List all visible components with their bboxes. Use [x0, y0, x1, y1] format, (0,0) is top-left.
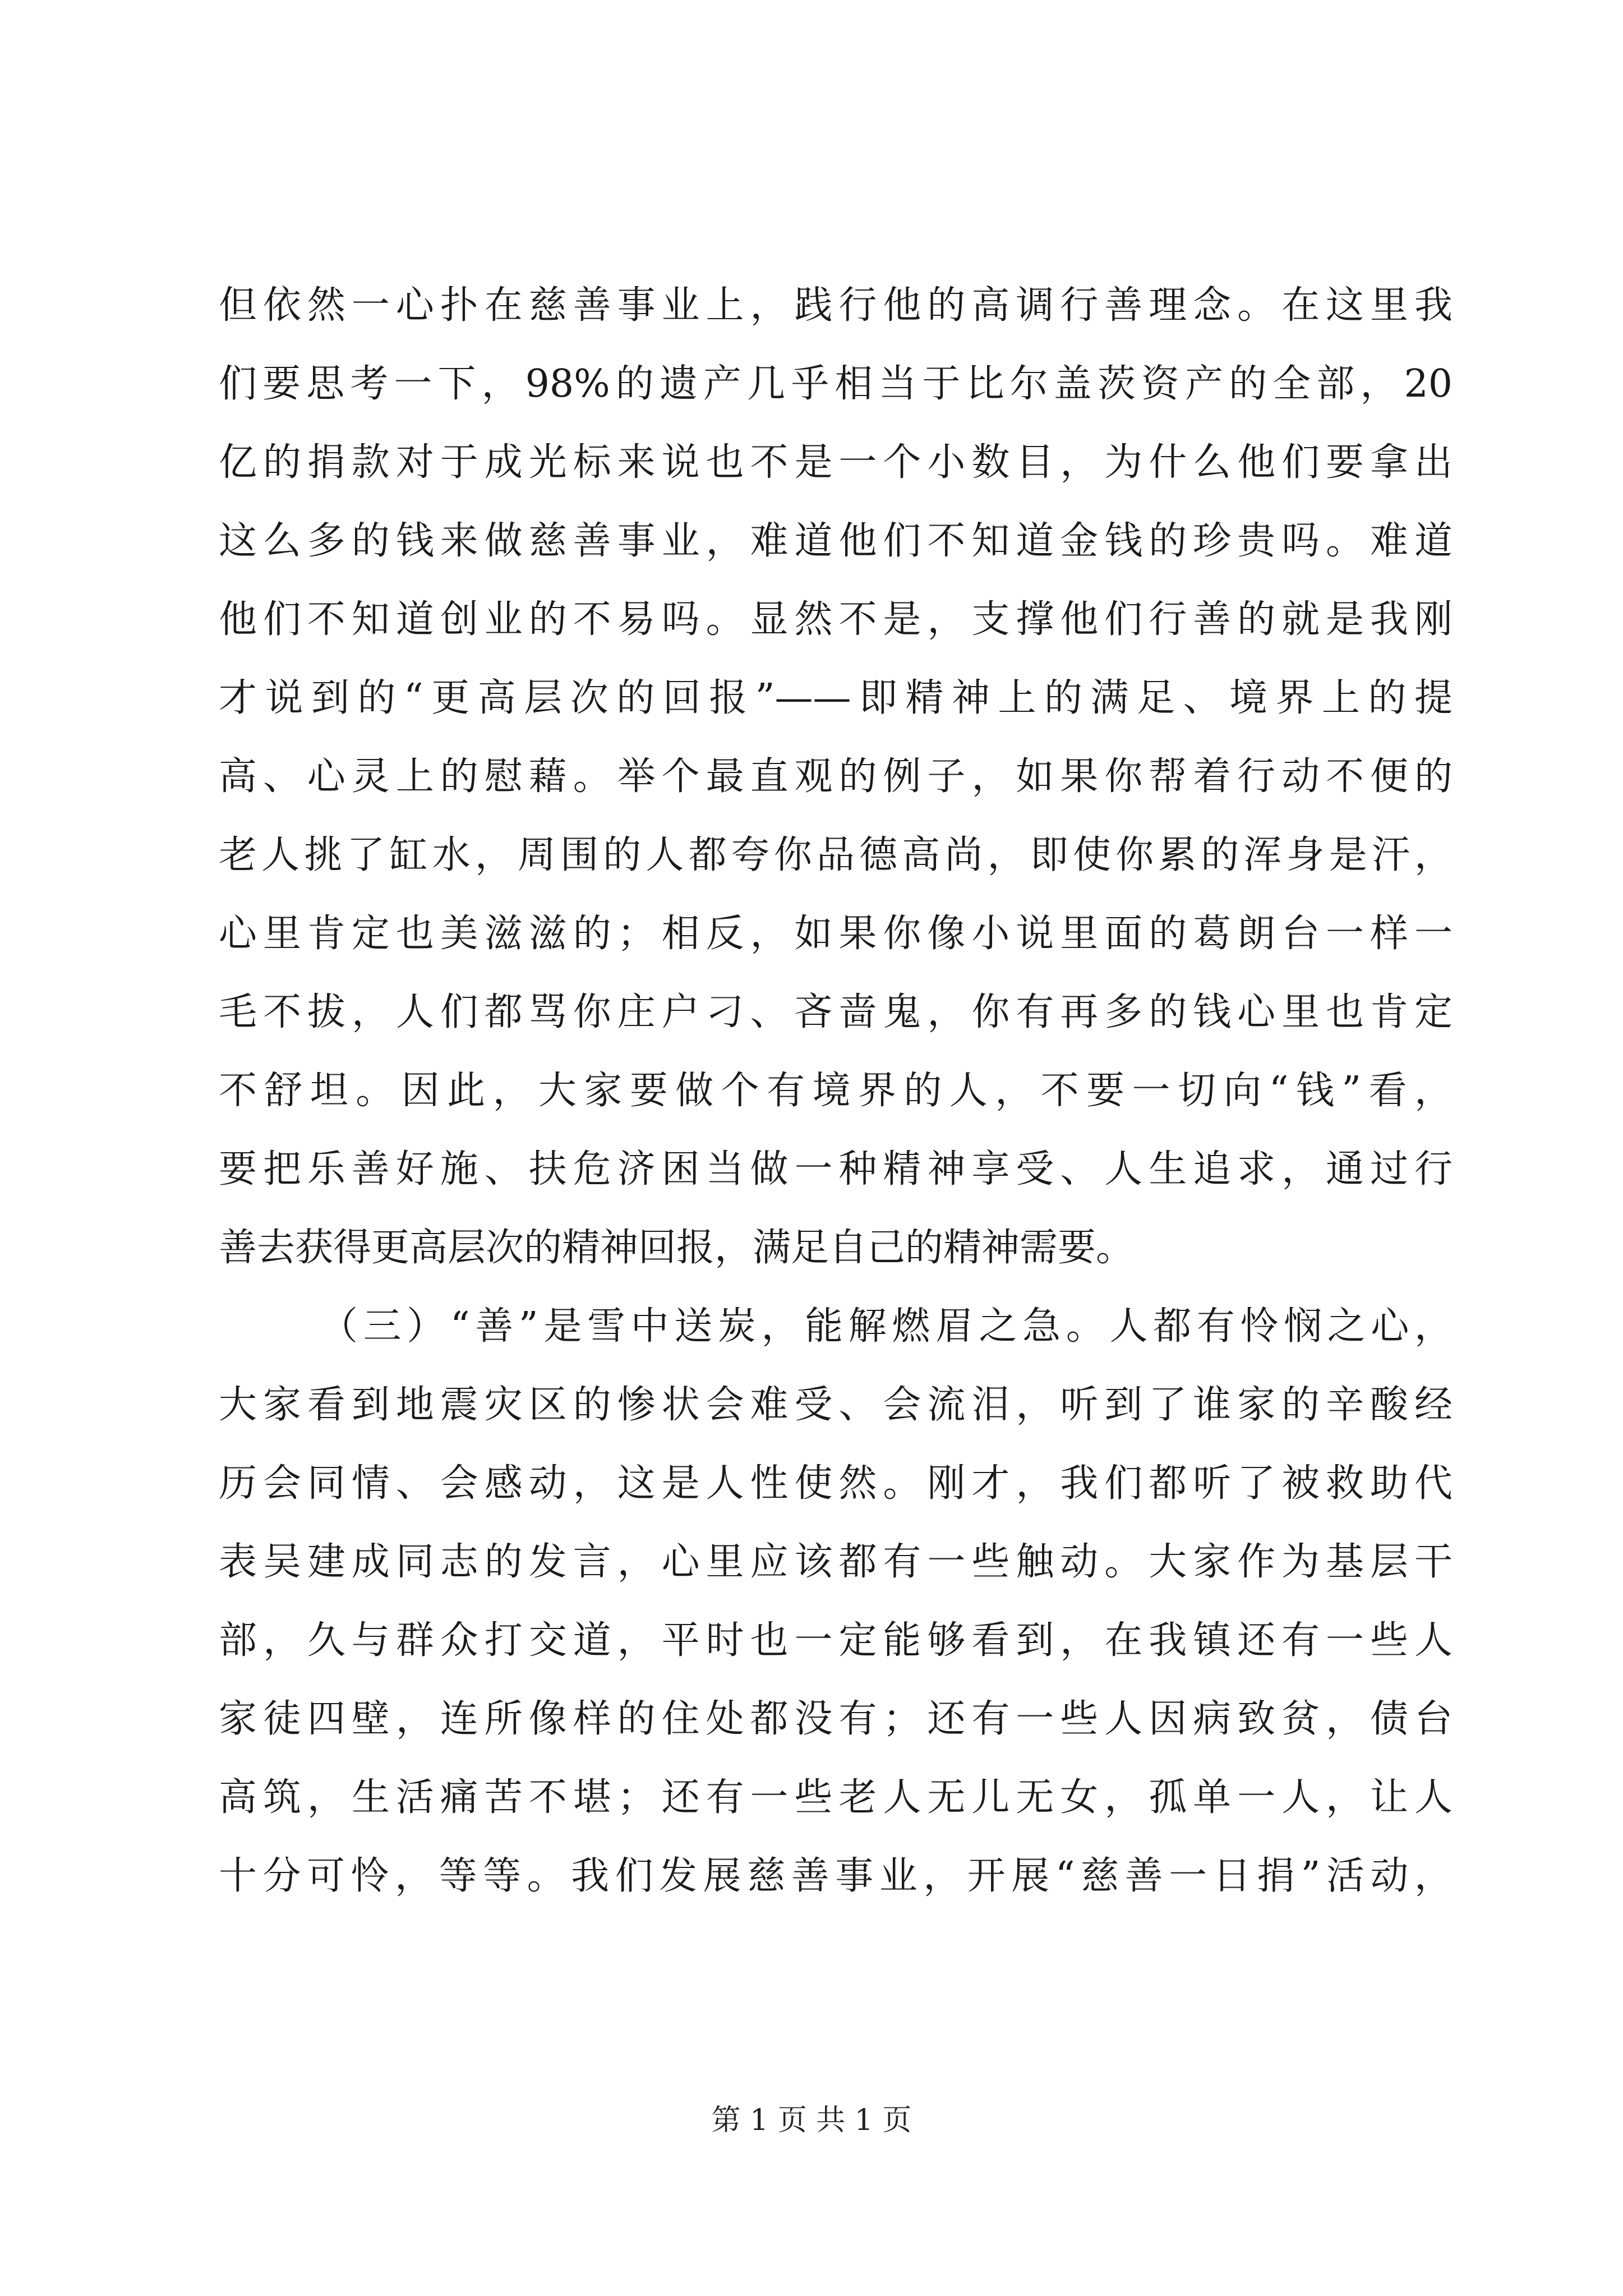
text-line: 不舒坦。因此，大家要做个有境界的人，不要一切向“钱”看，	[219, 1069, 1453, 1113]
text-line: 表吴建成同志的发言，心里应该都有一些触动。大家作为基层干	[219, 1540, 1453, 1584]
text-line: 毛不拔，人们都骂你庄户刁、吝啬鬼，你有再多的钱心里也肯定	[219, 990, 1453, 1034]
page-number-label: 第 1 页 共 1 页	[711, 2104, 912, 2137]
text-line: 要把乐善好施、扶危济困当做一种精神享受、人生追求，通过行	[219, 1147, 1453, 1191]
text-line: 才说到的“更高层次的回报”——即精神上的满足、境界上的提	[219, 676, 1453, 720]
text-line: 这么多的钱来做慈善事业，难道他们不知道金钱的珍贵吗。难道	[219, 519, 1453, 563]
page-footer	[0, 2101, 1623, 2140]
text-line: 们要思考一下，98%的遗产几乎相当于比尔盖茨资产的全部，20	[219, 362, 1453, 406]
text-line: 大家看到地震灾区的惨状会难受、会流泪，听到了谁家的辛酸经	[219, 1383, 1453, 1427]
text-line: 家徒四壁，连所像样的住处都没有；还有一些人因病致贫，债台	[219, 1697, 1453, 1741]
text-line-paragraph-end: 善去获得更高层次的精神回报，满足自己的精神需要。	[219, 1226, 1135, 1270]
text-line: 他们不知道创业的不易吗。显然不是，支撑他们行善的就是我刚	[219, 597, 1453, 642]
text-line: 历会同情、会感动，这是人性使然。刚才，我们都听了被救助代	[219, 1461, 1453, 1506]
text-line: 十分可怜，等等。我们发展慈善事业，开展“慈善一日捐”活动，	[219, 1854, 1453, 1898]
text-line: 但依然一心扑在慈善事业上，践行他的高调行善理念。在这里我	[219, 283, 1453, 328]
text-line: 亿的捐款对于成光标来说也不是一个小数目，为什么他们要拿出	[219, 440, 1453, 485]
text-line: 高筑，生活痛苦不堪；还有一些老人无儿无女，孤单一人，让人	[219, 1775, 1453, 1820]
text-line: 高、心灵上的慰藉。举个最直观的例子，如果你帮着行动不便的	[219, 754, 1453, 799]
text-line: 心里肯定也美滋滋的；相反，如果你像小说里面的葛朗台一样一	[219, 912, 1453, 956]
text-line-paragraph-start: （三）“善”是雪中送炭，能解燃眉之急。人都有怜悯之心，	[320, 1304, 1453, 1349]
text-line: 部，久与群众打交道，平时也一定能够看到，在我镇还有一些人	[219, 1618, 1453, 1663]
text-line: 老人挑了缸水，周围的人都夸你品德高尚，即使你累的浑身是汗，	[219, 833, 1453, 877]
